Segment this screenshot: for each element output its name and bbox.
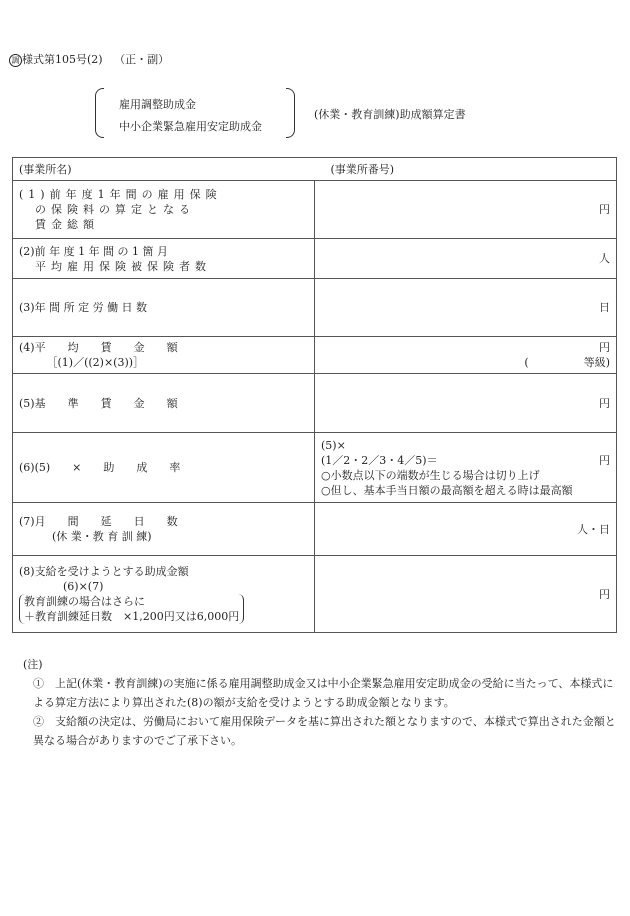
unit: 円 <box>599 587 610 601</box>
unit: 人・日 <box>577 522 610 536</box>
table-row <box>13 239 617 279</box>
office-row <box>13 158 617 181</box>
unit: 円 <box>599 396 610 410</box>
left-paren <box>95 88 104 138</box>
office-number-label: (事業所番号) <box>330 162 395 176</box>
value-cell[interactable] <box>315 337 617 374</box>
note-line: ○但し、基本手当日額の最高額を超える時は最高額 <box>321 483 573 497</box>
notes-heading: (注) <box>23 658 43 671</box>
table-row <box>13 279 617 337</box>
row-label: (6)(5) × 助 成 率 <box>13 433 315 503</box>
unit: 日 <box>599 301 610 314</box>
value-cell[interactable] <box>315 503 617 556</box>
form-header-line <box>9 51 169 67</box>
value-cell[interactable] <box>315 433 617 503</box>
row-label: (2)前 年 度 1 年 間 の 1 箇 月 平均雇用保険被保険者数 <box>13 239 315 279</box>
stamp-icon: 調 <box>9 54 22 67</box>
table-row <box>13 556 617 633</box>
value-cell[interactable] <box>315 239 617 279</box>
subsidy-names-bracket <box>95 88 295 138</box>
office-cell[interactable] <box>13 158 617 181</box>
table-row <box>13 374 617 433</box>
formula-line: (5)× <box>321 438 346 452</box>
row-label: (3)年 間 所 定 労 働 日 数 <box>13 279 315 337</box>
calculation-table <box>12 157 617 633</box>
table-row <box>13 337 617 374</box>
table-row <box>13 181 617 239</box>
row-label: (1)前年度1年間の雇用保険 の保険料の算定となる 賃金総額 <box>13 181 315 239</box>
formula-line: (1／2・2／3・4／5)＝ 円 <box>321 453 610 467</box>
value-cell[interactable] <box>315 556 617 633</box>
row-label: (4)平 均 賃 金 額 ［(1)／((2)×(3))］ <box>13 337 315 374</box>
row-label: (5)基 準 賃 金 額 <box>13 374 315 433</box>
education-training-bracket: 教育訓練の場合はさらに ＋教育訓練延日数 ×1,200円又は6,000円 <box>19 594 244 624</box>
value-cell[interactable] <box>315 374 617 433</box>
table-row <box>13 503 617 556</box>
office-name-label: (事業所名) <box>19 162 72 176</box>
subsidy-name-2: 中小企業緊急雇用安定助成金 <box>119 120 262 133</box>
row-label: (8)支給を受けようとする助成金額 (6)×(7) 教育訓練の場合はさらに ＋教育訓練延日数 ×1,200円又は6,000円 <box>13 556 315 633</box>
unit: 円 <box>599 341 610 354</box>
unit: 人 <box>599 252 610 265</box>
table-row <box>13 433 617 503</box>
value-cell[interactable] <box>315 181 617 239</box>
note-item-2: ② 支給額の決定は、労働局において雇用保険データを基に算出された額となりますので、本様式で算出された金額と異なる場合がありますのでご了承下さい。 <box>33 715 616 747</box>
form-number: 様式第105号(2) <box>22 53 103 66</box>
note-line: ○小数点以下の端数が生じる場合は切り上げ <box>321 468 540 482</box>
unit: 円 <box>599 453 610 467</box>
grade-field: ( 等級) <box>524 356 610 369</box>
value-cell[interactable] <box>315 279 617 337</box>
subsidy-name-1: 雇用調整助成金 <box>119 98 196 111</box>
unit: 円 <box>599 203 610 216</box>
note-item-1: ① 上記(休業・教育訓練)の実施に係る雇用調整助成金又は中小企業緊急雇用安定助成金の受給に当たって、本様式による算定方法により算出された(8)の額が支給を受けようとする助成金額となります。 <box>33 677 614 709</box>
notes-section <box>23 655 618 750</box>
right-paren <box>286 88 295 138</box>
document-title: (休業・教育訓練)助成額算定書 <box>314 108 466 121</box>
row-label: (7)月 間 延 日 数 (休 業・教 育 訓 練) <box>13 503 315 556</box>
copy-type: （正・副） <box>114 53 170 66</box>
